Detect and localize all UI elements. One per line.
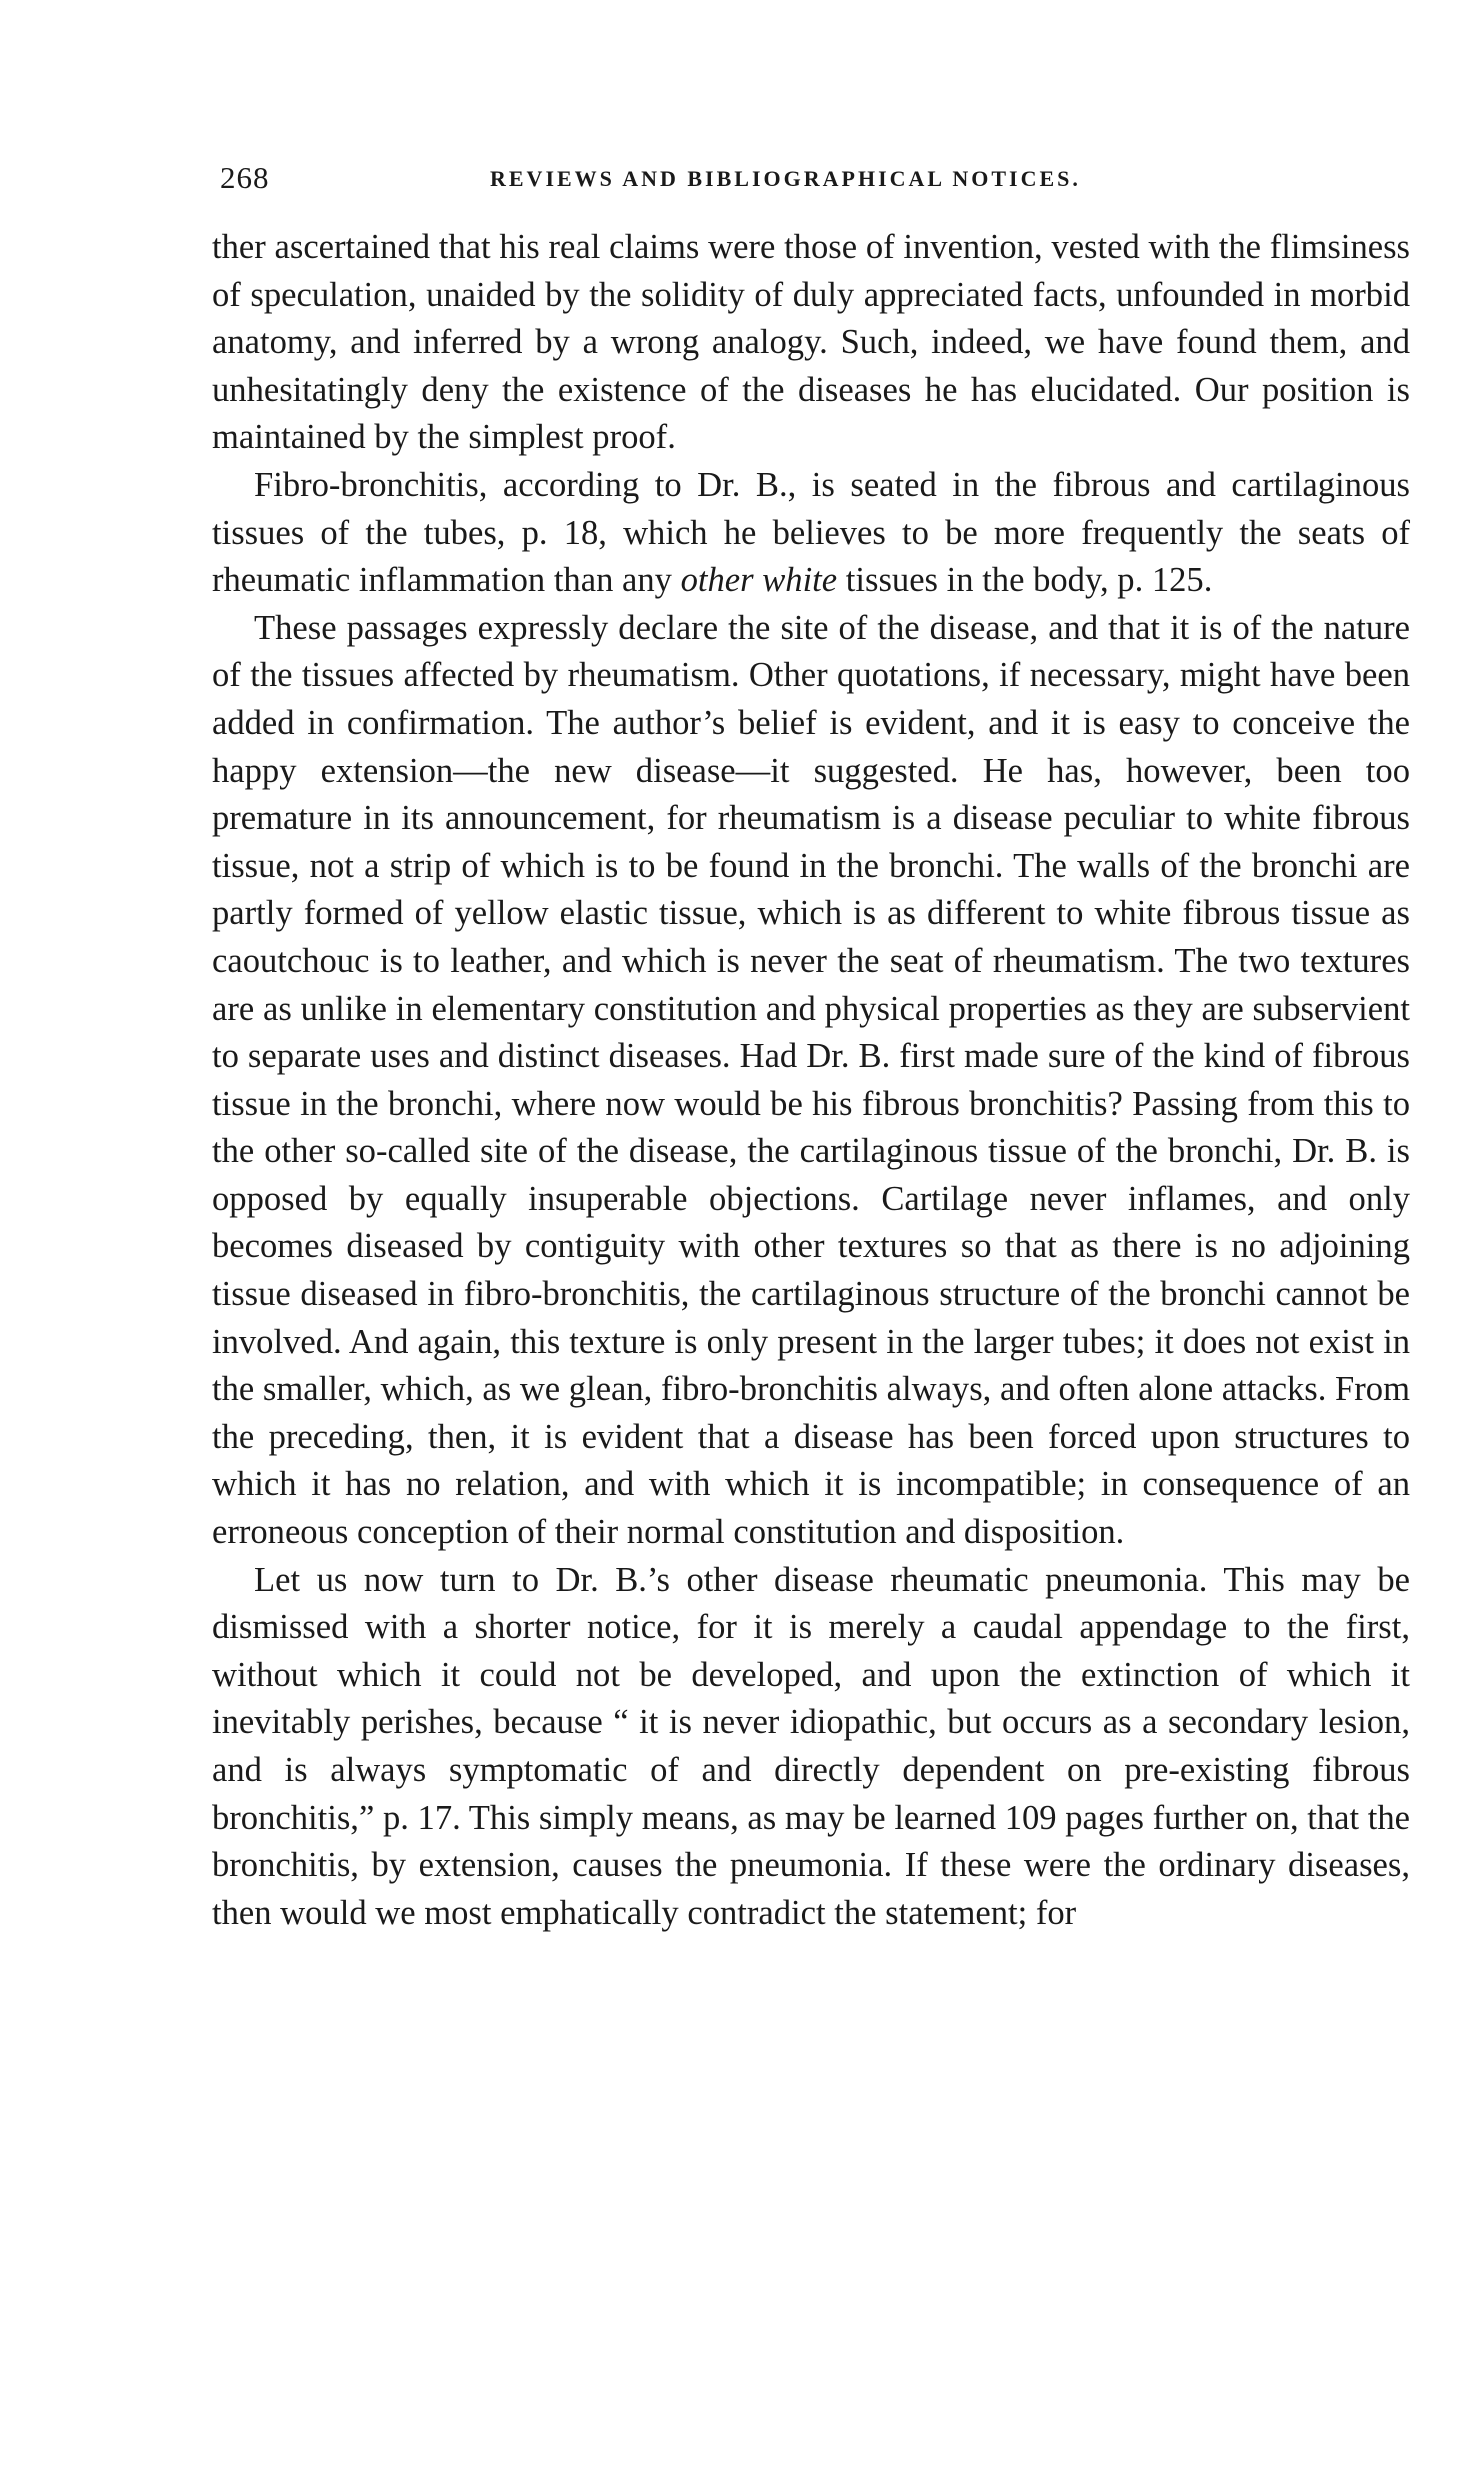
body-text (212, 224, 1410, 1937)
paragraph-fibro-bronchitis (212, 462, 1410, 605)
paragraph-text: tissues in the body, p. 125. (837, 561, 1213, 600)
paragraph-rheumatic-pneumonia: Let us now turn to Dr. B.’s other disease rheumatic pneumonia. This may be dismissed with a shorter notice, for it is merely a caudal appendage to the first, without which it could not be developed, and upon the extinction of which it inevitably perishes, because “ it is never idiopathic, but occurs as a secondary lesion, and is always symptomatic of and directly dependent on pre-existing fibrous bronchitis,” p. 17. This simply means, as may be learned 109 pages further on, that the bronchitis, by extension, causes the pneumonia. If these were the ordinary diseases, then would we most emphatically contradict the statement; for (212, 1560, 1410, 1932)
paragraph-passages: These passages expressly declare the site of the disease, and that it is of the nature of the tissues affected by rheumatism. Other quotations, if necessary, might have been added in confirmation. The author’s belief is evident, and it is easy to conceive the happy extension—the new disease—it suggested. He has, however, been too premature in its announcement, for rheumatism is a disease peculiar to white fibrous tissue, not a strip of which is to be found in the bronchi. The walls of the bronchi are partly formed of yellow elastic tissue, which is as different to white fibrous tissue as caoutchouc is to leather, and which is never the seat of rheumatism. The two textures are as unlike in elementary constitution and physical properties as they are subservient to separate uses and distinct diseases. Had Dr. B. first made sure of the kind of fibrous tissue in the bronchi, where now would be his fibrous bronchitis? Passing from this to the other so-called site of the disease, the cartilaginous tissue of the bronchi, Dr. B. is opposed by equally insuperable objections. Cartilage never inflames, and only becomes diseased by contiguity with other textures so that as there is no adjoining tissue diseased in fibro-bronchitis, the cartilaginous structure of the bronchi cannot be involved. And again, this texture is only present in the larger tubes; it does not exist in the smaller, which, as we glean, fibro-bronchitis always, and often alone attacks. From the preceding, then, it is evident that a disease has been forced upon structures to which it has no relation, and with which it is incompatible; in consequence of an erroneous conception of their normal constitution and disposition. (212, 608, 1410, 1552)
paragraph-continuation: ther ascertained that his real claims were those of invention, vested with the flimsiness of speculation, unaided by the solidity of duly appreciated facts, unfounded in morbid anatomy, and inferred by a wrong analogy. Such, indeed, we have found them, and unhesitatingly deny the existence of the diseases he has elucidated. Our position is maintained by the simplest proof. (212, 228, 1410, 457)
italic-phrase: other white (680, 561, 838, 600)
running-head (210, 160, 1210, 204)
page-number: 268 (220, 160, 270, 195)
paragraph-text: Fibro-bronchitis, according to Dr. B., is seated in the fibrous and cartilaginous tissues of the tubes, p. 18, which he believes to be more frequently the seats of rheumatic inflammation than any (212, 465, 1410, 600)
running-title: REVIEWS AND BIBLIOGRAPHICAL NOTICES. (490, 166, 1081, 191)
